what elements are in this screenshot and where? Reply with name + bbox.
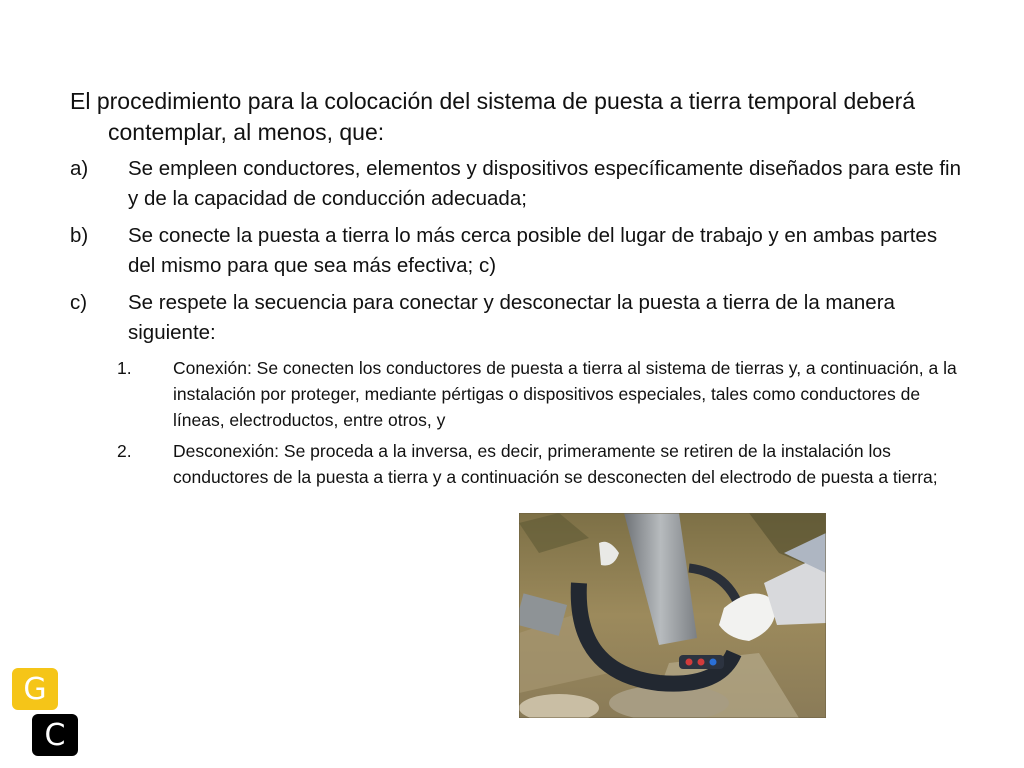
sub-item-1 <box>70 355 970 433</box>
sub-marker: 1. <box>117 358 132 378</box>
grounding-clamp-photo <box>519 513 826 718</box>
sub-item-2 <box>70 438 970 490</box>
sub-marker: 2. <box>117 441 132 461</box>
list-item-text: Se respete la secuencia para conectar y desconectar la puesta a tierra de la manera siguiente: <box>128 291 895 344</box>
list-item-b <box>70 221 970 281</box>
sub-item-text: Desconexión: Se proceda a la inversa, es decir, primeramente se retiren de la instalación los conductores de la puesta a tierra y a continuación se desconecten del electrodo de puesta a tierra; <box>173 441 938 487</box>
sub-item-text: Conexión: Se conecten los conductores de puesta a tierra al sistema de tierras y, a continuación, a la instalación por proteger, mediante pértigas o dispositivos especiales, tales como conductores de líneas, electroductos, entre otros, y <box>173 358 957 430</box>
c-badge: C <box>32 714 78 756</box>
list-item-c <box>70 288 970 348</box>
list-item-text: Se empleen conductores, elementos y dispositivos específicamente diseñados para este fin y de la capacidad de conducción adecuada; <box>128 157 962 210</box>
list-marker: a) <box>70 157 89 180</box>
list-item-a <box>70 154 970 214</box>
g-badge: G <box>12 668 58 710</box>
list-marker: b) <box>70 224 89 247</box>
list-marker: c) <box>70 291 88 314</box>
intro-paragraph: El procedimiento para la colocación del sistema de puesta a tierra temporal deberá contemplar, al menos, que: <box>70 88 916 145</box>
list-item-text: Se conecte la puesta a tierra lo más cerca posible del lugar de trabajo y en ambas partes del mismo para que sea más efectiva; c) <box>128 224 938 277</box>
slide-body <box>70 86 970 495</box>
